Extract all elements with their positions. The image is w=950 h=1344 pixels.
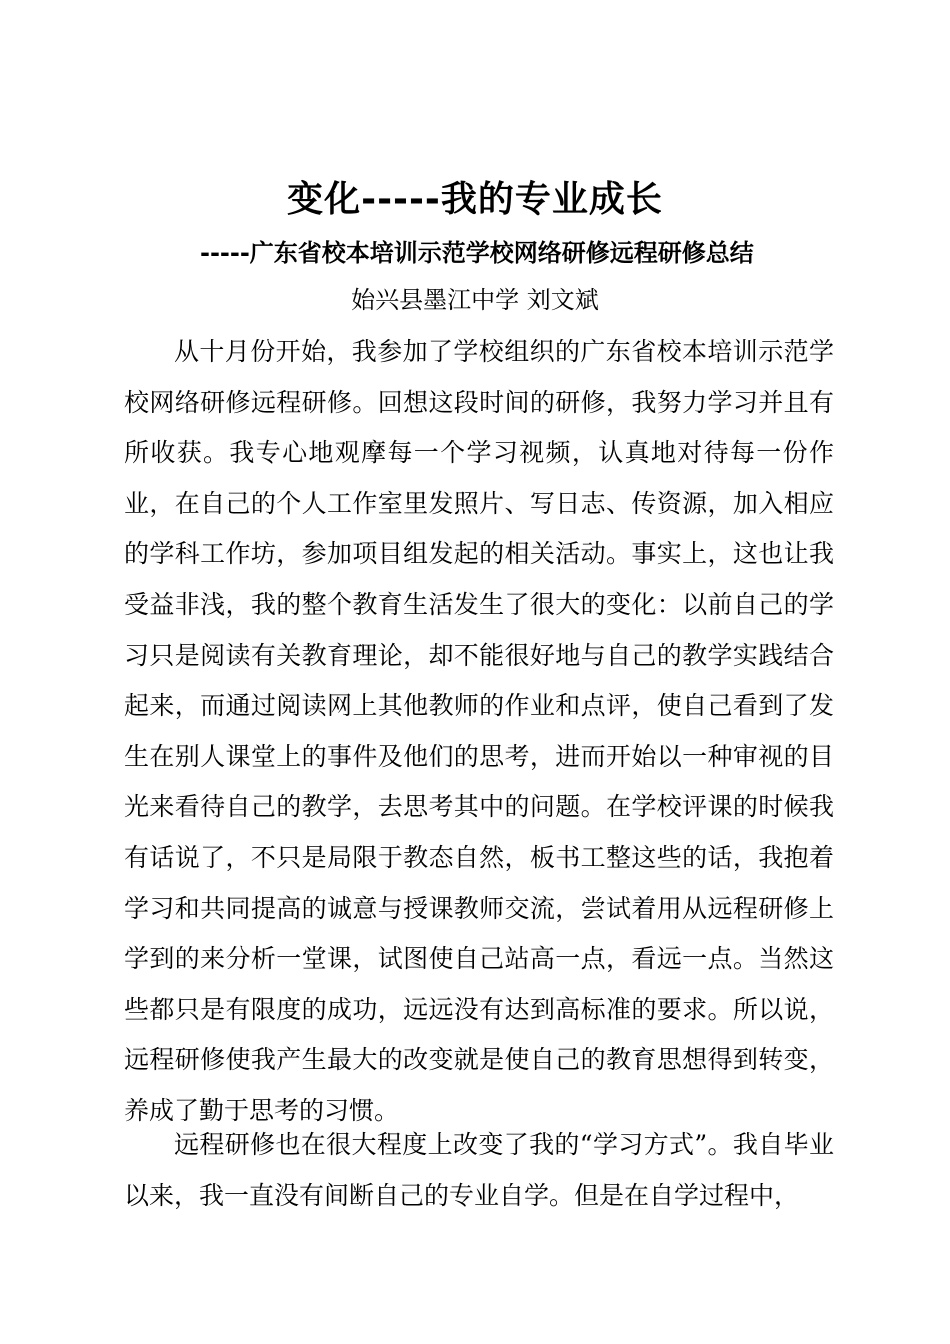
document-title: 变化-----我的专业成长 bbox=[287, 179, 663, 220]
document-author: 始兴县墨江中学 刘文斌 bbox=[351, 286, 599, 314]
body-paragraph-1: 从十月份开始，我参加了学校组织的广东省校本培训示范学校网络研修远程研修。回想这段时间的研修，我努力学习并且有所收获。我专心地观摩每一个学习视频，认真地对待每一份作业，在自己的个人工作室里发照片、写日志、传资源，加入相应的学科工作坊，参加项目组发起的相关活动。事实上，这也让我受益非浅，我的整个教育生活发生了很大的变化：以前自己的学习只是阅读有关教育理论，却不能很好地与自己的教学实践结合起来，而通过阅读网上其他教师的作业和点评，使自己看到了发生在别人课堂上的事件及他们的思考，进而开始以一种审视的目光来看待自己的教学，去思考其中的问题。在学校评课的时候我有话说了，不只是局限于教态自然，板书工整这些的话，我抱着学习和共同提高的诚意与授课教师交流，尝试着用从远程研修上学到的来分析一堂课，试图使自己站高一点，看远一点。当然这些都只是有限度的成功，远远没有达到高标准的要求。所以说，远程研修使我产生最大的改变就是使自己的教育思想得到转变，养成了勤于思考的习惯。 bbox=[124, 337, 834, 1125]
body-paragraph-2: 远程研修也在很大程度上改变了我的“学习方式”。我自毕业以来，我一直没有间断自己的专业自学。但是在自学过程中， bbox=[124, 1130, 834, 1210]
document-subtitle: -----广东省校本培训示范学校网络研修远程研修总结 bbox=[200, 239, 754, 267]
